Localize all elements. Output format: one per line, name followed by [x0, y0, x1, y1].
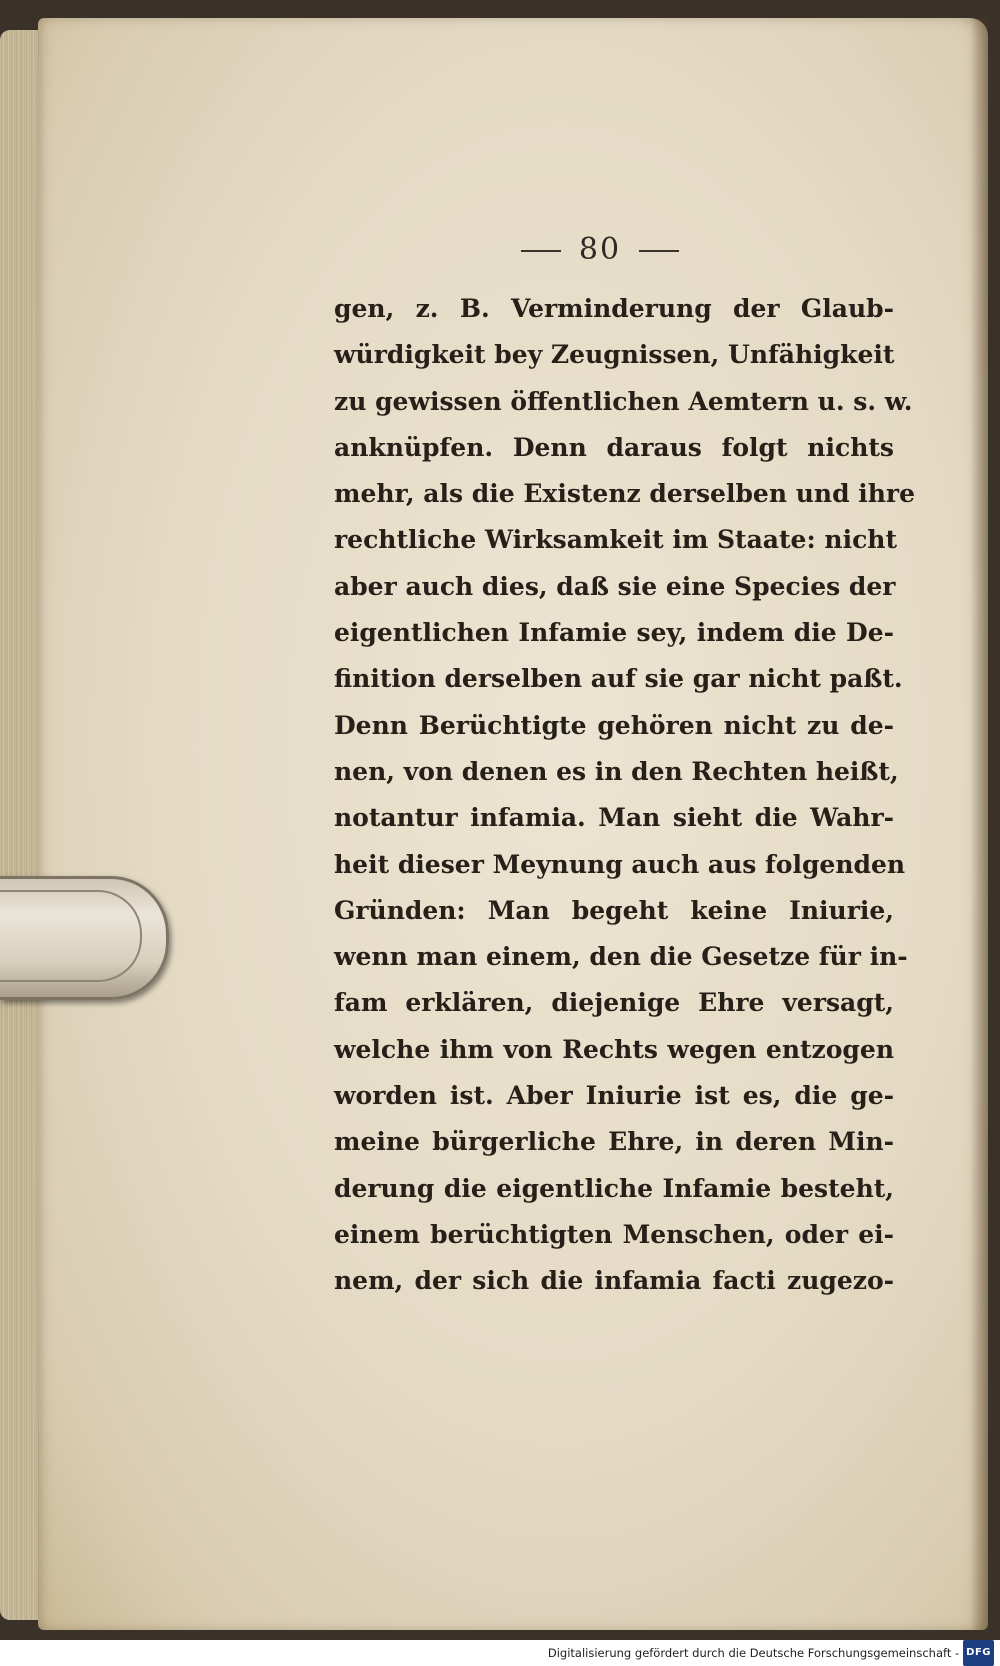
text-line: anknüpfen. Denn daraus folgt nichts [334, 432, 894, 462]
text-line: Denn Berüchtigte gehören nicht zu de- [334, 710, 894, 740]
text-line: mehr, als die Existenz derselben und ihre [334, 479, 916, 509]
text-line: nen, von denen es in den Rechten heißt, [334, 756, 899, 786]
digitization-footer [0, 1640, 1000, 1664]
footer-credit: Digitalisierung gefördert durch die Deutsche Forschungsgemeinschaft - [547, 1646, 960, 1660]
text-line: finition derselben auf sie gar nicht paßt. [334, 664, 903, 694]
text-line: nem, der sich die infamia facti zugezo- [334, 1266, 894, 1296]
page-clip-inner [0, 890, 142, 982]
dfg-logo: DFG [963, 1640, 994, 1666]
text-line: notantur infamia. Man sieht die Wahr- [334, 803, 894, 833]
text-line: rechtliche Wirksamkeit im Staate: nicht [334, 525, 898, 555]
text-line: einem berüchtigten Menschen, oder ei- [334, 1219, 894, 1249]
page-number-value: 80 [578, 232, 622, 267]
text-line: derung die eigentliche Infamie besteht, [334, 1173, 894, 1203]
text-line: aber auch dies, daß sie eine Species der [334, 571, 896, 601]
text-line: eigentlichen Infamie sey, indem die De- [334, 618, 894, 648]
text-line: wenn man einem, den die Gesetze für in- [334, 942, 908, 972]
body-text [334, 286, 916, 1305]
text-line: welche ihm von Rechts wegen entzogen [334, 1034, 894, 1064]
text-line: heit dieser Meynung auch aus folgenden [334, 849, 906, 879]
text-line: meine bürgerliche Ehre, in deren Min- [334, 1127, 894, 1157]
book-spine-shadow [970, 18, 988, 1630]
folio-dash-right [639, 250, 679, 252]
page-number [500, 232, 700, 267]
folio-dash-left [521, 250, 561, 252]
text-line: würdigkeit bey Zeugnissen, Unfähigkeit [334, 340, 895, 370]
text-line: worden ist. Aber Iniurie ist es, die ge- [334, 1081, 894, 1111]
text-line: zu gewissen öffentlichen Aemtern u. s. w. [334, 386, 913, 416]
text-line: Gründen: Man begeht keine Iniurie, [334, 895, 894, 925]
text-line: fam erklären, diejenige Ehre versagt, [334, 988, 894, 1018]
text-line: gen, z. B. Verminderung der Glaub- [334, 294, 894, 323]
